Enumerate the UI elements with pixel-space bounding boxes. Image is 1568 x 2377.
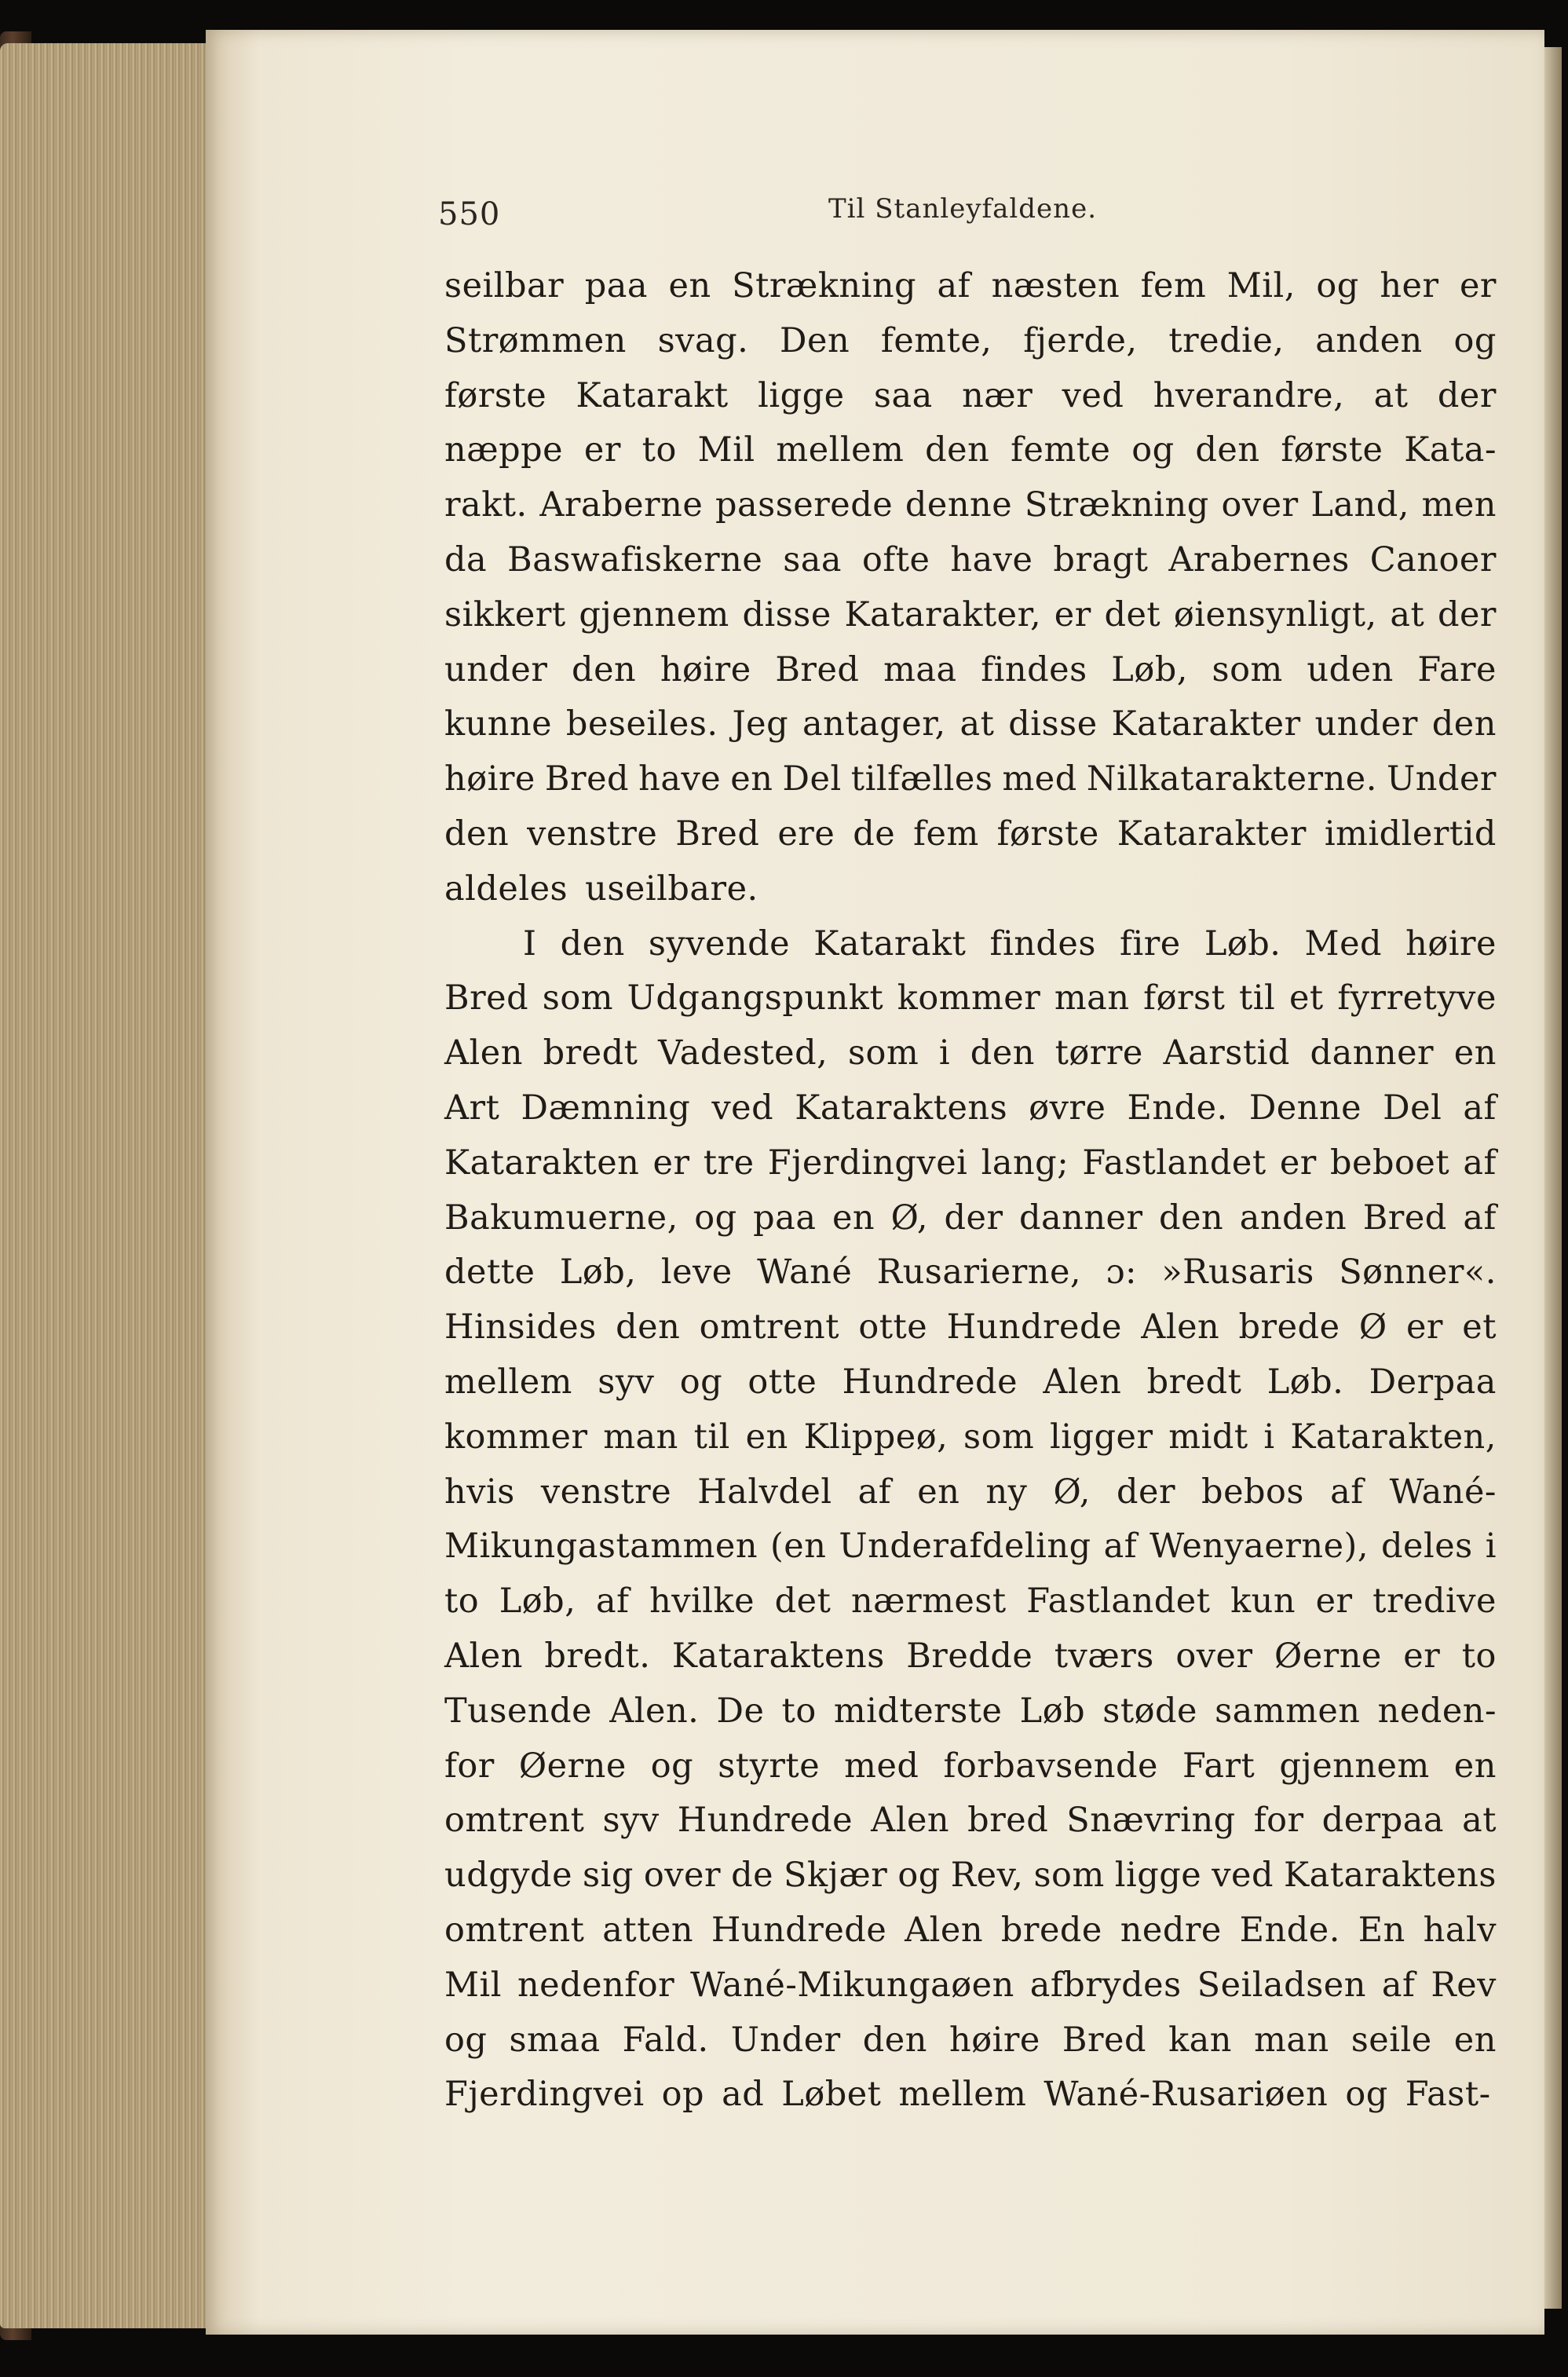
- text-line: kunne beseiles. Jeg antager, at disse Katarakter under den: [444, 704, 1497, 744]
- text-line: Mil nedenfor Wané-Mikungaøen afbrydes Seiladsen af Rev: [444, 1965, 1497, 2005]
- text-line: Strømmen svag. Den femte, fjerde, tredie, anden og: [444, 320, 1497, 360]
- text-line: kommer man til en Klippeø, som ligger midt i Katarakten,: [444, 1417, 1497, 1457]
- body-text: [444, 259, 1497, 2123]
- text-line: Bred som Udgangspunkt kommer man først til et fyrretyve: [444, 978, 1497, 1018]
- text-line: aldeles useilbare.: [444, 869, 758, 909]
- text-line: Mikungastammen (en Underafdeling af Wenyaerne), deles i: [444, 1527, 1497, 1567]
- text-line: høire Bred have en Del tilfælles med Nilkatarakterne. Under: [444, 759, 1497, 799]
- text-line: rakt. Araberne passerede denne Strækning over Land, men: [444, 485, 1497, 525]
- page-right-edge: [1544, 47, 1562, 2309]
- text-line: udgyde sig over de Skjær og Rev, som ligge ved Kataraktens: [444, 1856, 1497, 1896]
- text-line: sikkert gjennem disse Katarakter, er det øiensynligt, at der: [444, 594, 1497, 634]
- text-line: omtrent atten Hundrede Alen brede nedre Ende. En halv: [444, 1910, 1497, 1950]
- paragraph: [444, 917, 1497, 2123]
- text-line: den venstre Bred ere de fem første Katarakter imidlertid: [444, 814, 1497, 854]
- text-line: seilbar paa en Strækning af næsten fem Mil, og her er: [444, 266, 1497, 305]
- text-line: Fjerdingvei op ad Løbet mellem Wané-Rusariøen og Fast-: [444, 2075, 1491, 2115]
- text-line: og smaa Fald. Under den høire Bred kan man seile en: [444, 2020, 1497, 2060]
- text-line: hvis venstre Halvdel af en ny Ø, der bebos af Wané-: [444, 1472, 1497, 1512]
- text-line: I den syvende Katarakt findes fire Løb. Med høire: [523, 923, 1497, 964]
- running-title: Til Stanleyfaldene.: [828, 193, 1097, 225]
- page-header: [438, 193, 1506, 243]
- text-line: Alen bredt. Kataraktens Bredde tværs over Øerne er to: [444, 1636, 1497, 1676]
- text-line: Bakumuerne, og paa en Ø, der danner den anden Bred af: [444, 1198, 1497, 1238]
- text-line: Hinsides den omtrent otte Hundrede Alen brede Ø er et: [444, 1307, 1497, 1348]
- text-line: omtrent syv Hundrede Alen bred Snævring for derpaa at: [444, 1801, 1497, 1841]
- page-edges: [0, 43, 212, 2328]
- text-line: under den høire Bred maa findes Løb, som uden Fare: [444, 649, 1497, 689]
- text-line: mellem syv og otte Hundrede Alen bredt Løb. Derpaa: [444, 1362, 1497, 1402]
- text-line: første Katarakt ligge saa nær ved hverandre, at der: [444, 375, 1497, 415]
- text-line: Art Dæmning ved Kataraktens øvre Ende. Denne Del af: [444, 1088, 1497, 1128]
- text-line: Alen bredt Vadested, som i den tørre Aarstid danner en: [444, 1033, 1497, 1073]
- text-line: for Øerne og styrte med forbavsende Fart gjennem en: [444, 1746, 1497, 1786]
- page-number: 550: [438, 196, 501, 232]
- paragraph: [444, 259, 1497, 917]
- text-line: næppe er to Mil mellem den femte og den første Kata-: [444, 430, 1497, 470]
- text-line: da Baswafiskerne saa ofte have bragt Arabernes Canoer: [444, 539, 1497, 580]
- text-line: dette Løb, leve Wané Rusarierne, ɔ: »Rusaris Sønner«.: [444, 1252, 1497, 1293]
- text-line: Tusende Alen. De to midterste Løb støde sammen neden-: [444, 1691, 1497, 1731]
- text-line: Katarakten er tre Fjerdingvei lang; Fastlandet er beboet af: [444, 1143, 1497, 1183]
- text-line: to Løb, af hvilke det nærmest Fastlandet kun er tredive: [444, 1582, 1497, 1622]
